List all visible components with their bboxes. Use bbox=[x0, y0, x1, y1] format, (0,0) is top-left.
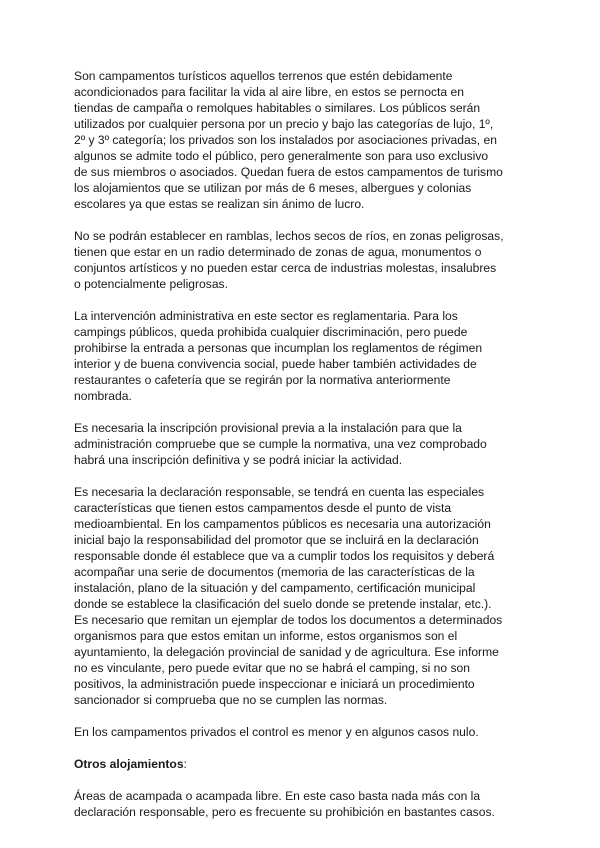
section-heading: Otros alojamientos bbox=[74, 757, 184, 771]
section-heading-colon: : bbox=[183, 757, 187, 771]
document-body bbox=[74, 68, 504, 836]
paragraph-areas-acampada: Áreas de acampada o acampada libre. En este caso basta nada más con la declaración responsable, pero es frecuente su prohibición en bastantes casos. bbox=[74, 789, 495, 819]
paragraph-campamentos-privados: En los campamentos privados el control es menor y en algunos casos nulo. bbox=[74, 725, 479, 739]
paragraph-inscripcion-provisional: Es necesaria la inscripción provisional previa a la instalación para que la administración compruebe que se cumple la normativa, una vez comprobado habrá una inscripción definitiva y se podrá iniciar la actividad. bbox=[74, 421, 487, 467]
paragraph-intervencion-administrativa: La intervención administrativa en este sector es reglamentaria. Para los campings públicos, queda prohibida cualquier discriminación, pero puede prohibirse la entrada a personas que incumplan los reglamentos de régimen interior y de buena convivencia social, puede haber también actividades de restaurantes o cafetería que se regirán por la normativa anteriormente nombrada. bbox=[74, 309, 483, 403]
paragraph-ubicacion: No se podrán establecer en ramblas, lechos secos de ríos, en zonas peligrosas, tienen que estar en un radio determinado de zonas de agua, monumentos o conjuntos artísticos y no pueden estar cerca de industrias molestas, insalubres o potencialmente peligrosas. bbox=[74, 229, 504, 291]
paragraph-campamentos-definicion: Son campamentos turísticos aquellos terrenos que estén debidamente acondicionados para facilitar la vida al aire libre, en estos se pernocta en tiendas de campaña o remolques habitables o similares. Los públicos serán utilizados por cualquier persona por un precio y bajo las categorías de lujo, 1º, 2º y 3º categoría; los privados son los instalados por asociaciones privadas, en algunos se admite todo el público, pero generalmente son para uso exclusivo de sus miembros o asociados. Quedan fuera de estos campamentos de turismo los alojamientos que se utilizan por más de 6 meses, albergues y colonias escolares ya que estas se realizan sin ánimo de lucro. bbox=[74, 69, 503, 211]
section-heading-line bbox=[74, 756, 504, 772]
paragraph-declaracion-responsable: Es necesaria la declaración responsable, se tendrá en cuenta las especiales características que tienen estos campamentos desde el punto de vista medioambiental. En los campamentos públicos es necesaria una autorización inicial bajo la responsabilidad del promotor que se incluirá en la declaración responsable donde él establece que va a cumplir todos los requisitos y deberá acompañar una serie de documentos (memoria de las características de la instalación, plano de la situación y del campamento, certificación municipal donde se establece la clasificación del suelo donde se pretende instalar, etc.). Es necesario que remitan un ejemplar de todos los documentos a determinados organismos para que estos emitan un informe, estos organismos son el ayuntamiento, la delegación provincial de sanidad y de agricultura. Ese informe no es vinculante, pero puede evitar que no se habrá el camping, si no son positivos, la administración puede inspeccionar e iniciará un procedimiento sancionador si comprueba que no se cumplen las normas. bbox=[74, 485, 503, 707]
